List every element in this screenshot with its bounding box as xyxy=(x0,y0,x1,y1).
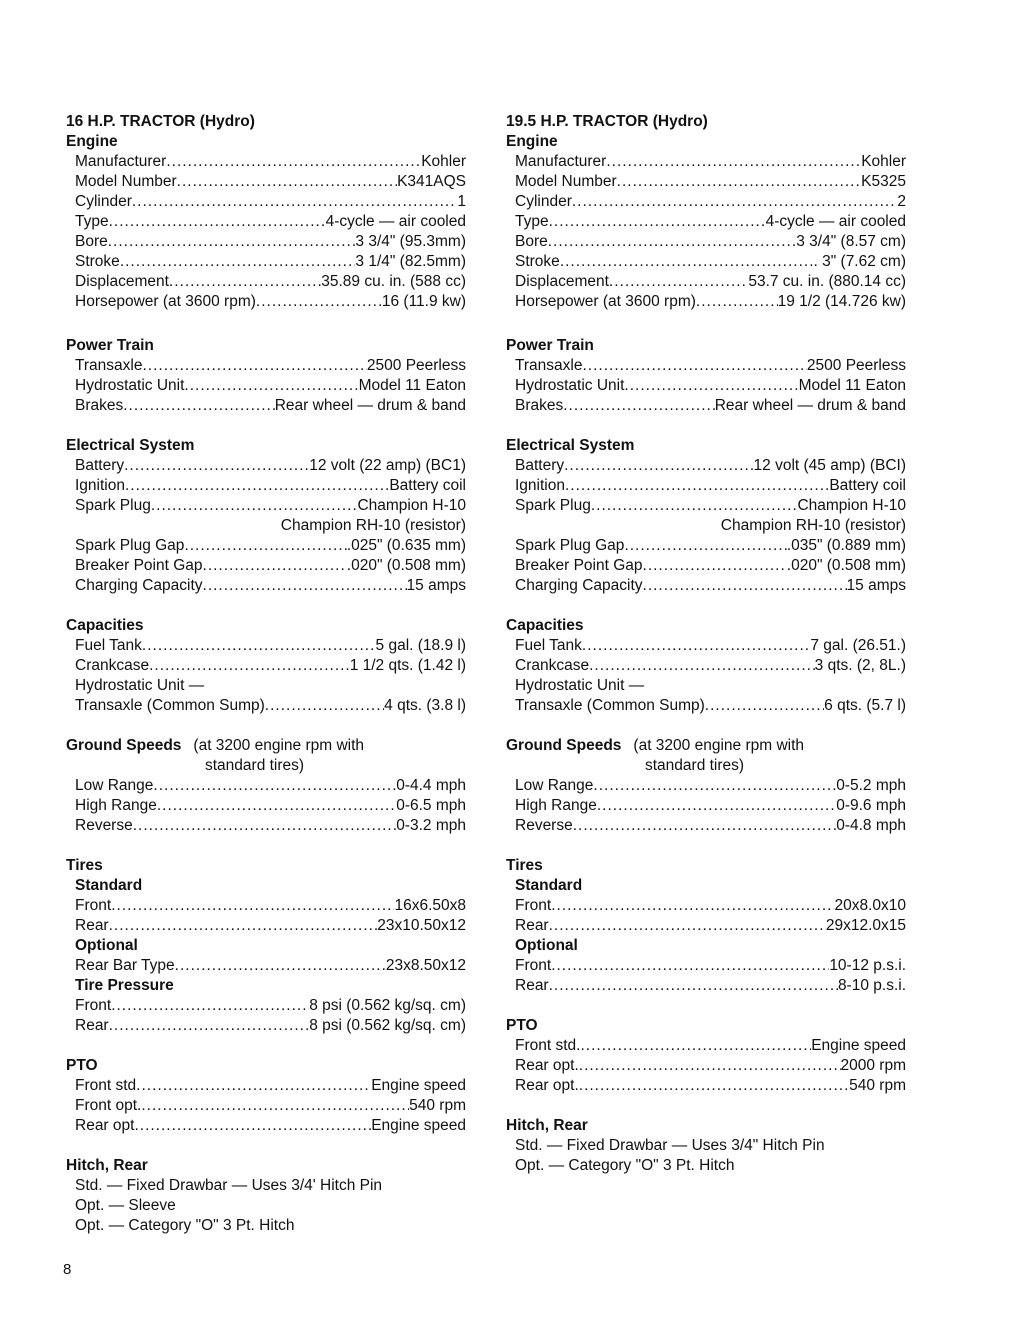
spec-row: Rear ..... 8-10 p.s.i. xyxy=(506,976,906,996)
spec-row: Front std. ..... Engine speed xyxy=(506,1036,906,1056)
right-hitch-section xyxy=(506,1116,906,1176)
section-heading: Electrical System xyxy=(506,437,635,454)
ground-speeds-heading-line xyxy=(66,736,466,756)
section-heading: Tires xyxy=(66,857,103,874)
spec-row: Displacement ..... 35.89 cu. in. (588 cc) xyxy=(66,272,466,292)
spec-continuation: Champion RH-10 (resistor) xyxy=(280,517,466,534)
left-title: 16 H.P. TRACTOR (Hydro) xyxy=(66,113,255,130)
spec-row: Spark Plug Gap ..... .025" (0.635 mm) xyxy=(66,536,466,556)
ground-speeds-note-cont: standard tires) xyxy=(205,757,305,774)
right-electrical-section xyxy=(506,436,906,596)
right-capacities-section xyxy=(506,616,906,716)
section-heading: Hitch, Rear xyxy=(506,1117,588,1134)
spec-row: Rear Bar Type ..... 23x8.50x12 xyxy=(66,956,466,976)
section-heading: Capacities xyxy=(506,617,584,634)
spec-row: Hydrostatic Unit ..... Model 11 Eaton xyxy=(66,376,466,396)
spec-label: Hydrostatic Unit — xyxy=(75,677,205,694)
hitch-line: Std. — Fixed Drawbar — Uses 3/4" Hitch Pin xyxy=(515,1137,825,1154)
ground-speeds-note: (at 3200 engine rpm with xyxy=(193,737,365,754)
spec-row: Front std ..... Engine speed xyxy=(66,1076,466,1096)
subsection-heading: Optional xyxy=(75,937,138,954)
left-power-train-section xyxy=(66,336,466,416)
spec-row: Transaxle ..... 2500 Peerless xyxy=(506,356,906,376)
section-heading: PTO xyxy=(66,1057,98,1074)
hitch-line: Opt. — Category "O" 3 Pt. Hitch xyxy=(75,1217,295,1234)
left-hitch-section xyxy=(66,1156,466,1236)
subsection-heading: Tire Pressure xyxy=(75,977,174,994)
spec-row: Rear opt. ..... 540 rpm xyxy=(506,1076,906,1096)
spec-row: Fuel Tank ..... 7 gal. (26.51.) xyxy=(506,636,906,656)
section-heading: Ground Speeds xyxy=(66,737,182,754)
page-number: 8 xyxy=(63,1261,72,1278)
spec-row: Type ..... 4-cycle — air cooled xyxy=(66,212,466,232)
spec-row: Stroke ..... . 3" (7.62 cm) xyxy=(506,252,906,272)
left-pto-section xyxy=(66,1056,466,1136)
spec-row: Rear opt ..... Engine speed xyxy=(66,1116,466,1136)
section-heading: Power Train xyxy=(506,337,594,354)
right-ground-speeds-section xyxy=(506,736,906,836)
spec-row: Model Number ..... K341AQS xyxy=(66,172,466,192)
spec-row: Rear ..... 8 psi (0.562 kg/sq. cm) xyxy=(66,1016,466,1036)
spec-row: Low Range ..... 0-5.2 mph xyxy=(506,776,906,796)
spec-row: Charging Capacity ..... 15 amps xyxy=(66,576,466,596)
spec-row: Crankcase ..... 1 1/2 qts. (1.42 l) xyxy=(66,656,466,676)
left-engine-section xyxy=(66,132,466,312)
section-heading: Electrical System xyxy=(66,437,195,454)
spec-row: Spark Plug ..... Champion H-10 xyxy=(506,496,906,516)
spec-row: Transaxle (Common Sump) ..... 4 qts. (3.8 l) xyxy=(66,696,466,716)
left-ground-speeds-section xyxy=(66,736,466,836)
spec-row: Front ..... 16x6.50x8 xyxy=(66,896,466,916)
spec-row: Breaker Point Gap ..... .020" (0.508 mm) xyxy=(66,556,466,576)
spec-row: Front ..... 8 psi (0.562 kg/sq. cm) xyxy=(66,996,466,1016)
spec-row: Low Range ..... 0-4.4 mph xyxy=(66,776,466,796)
right-spec-column xyxy=(506,112,906,1196)
spec-row: Brakes ..... Rear wheel — drum & band xyxy=(66,396,466,416)
hitch-line: Opt. — Sleeve xyxy=(75,1197,176,1214)
left-spec-column xyxy=(66,112,466,1256)
spec-row: Transaxle (Common Sump) ..... 6 qts. (5.7 l) xyxy=(506,696,906,716)
spec-row: Manufacturer ..... Kohler xyxy=(506,152,906,172)
spec-row: Rear ..... 23x10.50x12 xyxy=(66,916,466,936)
spec-row: Ignition ..... Battery coil xyxy=(506,476,906,496)
spec-row: Manufacturer ..... Kohler xyxy=(66,152,466,172)
spec-row: Hydrostatic Unit ..... Model 11 Eaton xyxy=(506,376,906,396)
spec-row: Bore ..... 3 3/4" (8.57 cm) xyxy=(506,232,906,252)
spec-row: Horsepower (at 3600 rpm) ..... 16 (11.9 kw) xyxy=(66,292,466,312)
spec-row: Cylinder ..... 1 xyxy=(66,192,466,212)
right-title: 19.5 H.P. TRACTOR (Hydro) xyxy=(506,113,708,130)
hitch-line: Std. — Fixed Drawbar — Uses 3/4' Hitch Pin xyxy=(75,1177,383,1194)
spec-row: Fuel Tank ..... 5 gal. (18.9 l) xyxy=(66,636,466,656)
ground-speeds-note-cont: standard tires) xyxy=(645,757,745,774)
spec-row: Cylinder ..... 2 xyxy=(506,192,906,212)
spec-row: Bore ..... 3 3/4" (95.3mm) xyxy=(66,232,466,252)
spec-row: High Range ..... 0-9.6 mph xyxy=(506,796,906,816)
spec-row: Breaker Point Gap ..... .020" (0.508 mm) xyxy=(506,556,906,576)
hitch-line: Opt. — Category "O" 3 Pt. Hitch xyxy=(515,1157,735,1174)
spec-row: Transaxle ..... 2500 Peerless xyxy=(66,356,466,376)
spec-row: Spark Plug ..... Champion H-10 xyxy=(66,496,466,516)
spec-label: Hydrostatic Unit — xyxy=(515,677,645,694)
section-heading: Hitch, Rear xyxy=(66,1157,148,1174)
spec-row: Front ..... 20x8.0x10 xyxy=(506,896,906,916)
spec-row: Model Number ..... K5325 xyxy=(506,172,906,192)
right-tires-section xyxy=(506,856,906,996)
spec-row: Battery ..... 12 volt (45 amp) (BCI) xyxy=(506,456,906,476)
spec-row: Front ..... 10-12 p.s.i. xyxy=(506,956,906,976)
spec-row: Brakes ..... Rear wheel — drum & band xyxy=(506,396,906,416)
spec-row: Rear opt. ..... 2000 rpm xyxy=(506,1056,906,1076)
spec-row: Spark Plug Gap ..... .035" (0.889 mm) xyxy=(506,536,906,556)
subsection-heading: Standard xyxy=(75,877,143,894)
spec-row: Charging Capacity ..... 15 amps xyxy=(506,576,906,596)
spec-row: Stroke ..... 3 1/4" (82.5mm) xyxy=(66,252,466,272)
left-capacities-section xyxy=(66,616,466,716)
spec-row: Reverse ..... 0-3.2 mph xyxy=(66,816,466,836)
right-power-train-section xyxy=(506,336,906,416)
ground-speeds-heading-line xyxy=(506,736,906,756)
spec-row: Front opt. ..... 540 rpm xyxy=(66,1096,466,1116)
subsection-heading: Optional xyxy=(515,937,578,954)
section-heading: Power Train xyxy=(66,337,154,354)
left-electrical-section xyxy=(66,436,466,596)
spec-row: Displacement ..... 53.7 cu. in. (880.14 cc) xyxy=(506,272,906,292)
section-heading: PTO xyxy=(506,1017,538,1034)
spec-row: Ignition ..... Battery coil xyxy=(66,476,466,496)
section-heading: Ground Speeds xyxy=(506,737,622,754)
right-engine-section xyxy=(506,132,906,312)
section-heading: Engine xyxy=(506,133,558,150)
left-tires-section xyxy=(66,856,466,1036)
spec-row: Type ..... 4-cycle — air cooled xyxy=(506,212,906,232)
spec-continuation: Champion RH-10 (resistor) xyxy=(720,517,906,534)
spec-row: Crankcase ..... 3 qts. (2, 8L.) xyxy=(506,656,906,676)
section-heading: Engine xyxy=(66,133,118,150)
spec-row: High Range ..... 0-6.5 mph xyxy=(66,796,466,816)
spec-row: Battery ..... 12 volt (22 amp) (BC1) xyxy=(66,456,466,476)
spec-row: Reverse ..... 0-4.8 mph xyxy=(506,816,906,836)
right-pto-section xyxy=(506,1016,906,1096)
section-heading: Tires xyxy=(506,857,543,874)
spec-row: Horsepower (at 3600 rpm) ..... 19 1/2 (14.726 kw) xyxy=(506,292,906,312)
section-heading: Capacities xyxy=(66,617,144,634)
spec-row: Rear ..... 29x12.0x15 xyxy=(506,916,906,936)
subsection-heading: Standard xyxy=(515,877,583,894)
ground-speeds-note: (at 3200 engine rpm with xyxy=(633,737,805,754)
